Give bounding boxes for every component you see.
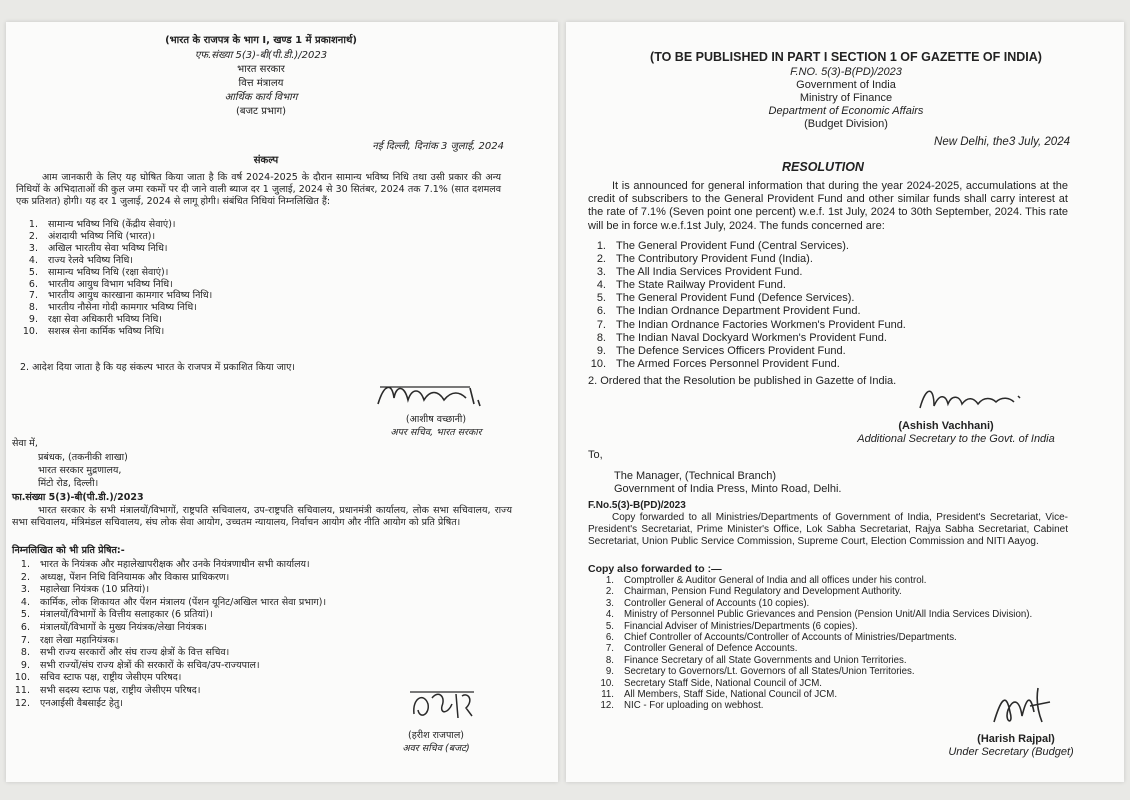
address-line-1: प्रबंधक, (तकनीकी शाखा) [38, 452, 128, 463]
list-item-text: Secretary Staff Side, National Council of JCM. [624, 677, 822, 689]
list-item-text: Secretary to Governors/Lt. Governors of all States/Union Territories. [624, 666, 915, 678]
list-item [590, 345, 906, 358]
list-item-number: 1. [605, 575, 614, 586]
list-item-text: The Indian Ordnance Factories Workmen's Provident Fund. [616, 318, 906, 331]
list-item [598, 689, 1032, 700]
list-item [20, 267, 212, 279]
list-item-number: 5. [28, 266, 38, 278]
list-item-number: 2. [605, 586, 614, 598]
list-item-text: सभी राज्य सरकारों और संघ राज्य क्षेत्रों के वित्त सचिव। [40, 647, 230, 659]
ministry-name: Ministry of Finance [799, 92, 893, 104]
list-item-number: 9. [605, 666, 614, 678]
file-number-2: फा.संख्या 5(3)-बी(पी.डी.)/2023 [12, 492, 144, 503]
list-item-number: 10. [590, 357, 606, 370]
list-item-text: All Members, Staff Side, National Council of JCM. [624, 689, 838, 701]
address-line-2: Government of India Press, Minto Road, Delhi. [614, 483, 842, 495]
list-item-number: 2. [596, 253, 606, 266]
list-item [590, 319, 906, 332]
list-item [12, 635, 326, 648]
signatory-2-name: (Harish Rajpal) [977, 733, 1055, 745]
list-item-text: भारतीय आयुध विभाग भविष्य निधि। [48, 278, 173, 290]
list-item-number: 12. [600, 700, 614, 712]
list-item-text: The Armed Forces Personnel Provident Fund. [616, 357, 840, 370]
list-item [12, 698, 326, 711]
list-item-text: The Defence Services Officers Provident Fund. [616, 344, 846, 357]
list-item-number: 2. [20, 571, 30, 583]
list-item-number: 11. [14, 684, 30, 696]
list-item-number: 8. [20, 647, 30, 659]
hindi-resolution-page [6, 22, 558, 782]
list-item [12, 685, 326, 698]
list-item [598, 666, 1032, 677]
list-item-number: 2. [28, 230, 38, 242]
list-item-text: अध्यक्ष, पेंशन निधि विनियामक और विकास प्राधिकरण। [40, 571, 230, 583]
list-item [598, 655, 1032, 666]
list-item [20, 290, 212, 302]
list-item [20, 279, 212, 291]
list-item [20, 314, 212, 326]
gazette-note: (भारत के राजपत्र के भाग I, खण्ड 1 में प्रकाशनार्थ) [165, 35, 357, 46]
gazette-note: (TO BE PUBLISHED IN PART I SECTION 1 OF GAZETTE OF INDIA) [650, 50, 1042, 64]
list-item-text: मंत्रालयों/विभागों के मुख्य नियंत्रक/लेखा नियंत्रक। [40, 621, 207, 633]
list-item-number: 6. [28, 278, 38, 290]
list-item-text: The State Railway Provident Fund. [616, 279, 786, 292]
government-name: Government of India [796, 79, 896, 91]
list-item [12, 609, 326, 622]
signatory-2-title: अवर सचिव (बजट) [402, 743, 470, 754]
address-line-3: मिंटो रोड, दिल्ली। [38, 478, 99, 489]
resolution-title: RESOLUTION [782, 160, 864, 174]
list-item-number: 1. [28, 219, 38, 230]
list-item-number: 7. [605, 643, 614, 655]
list-item-text: सामान्य भविष्य निधि (केंद्रीय सेवाएं)। [48, 219, 176, 230]
list-item-text: Comptroller & Auditor General of India and all offices under his control. [624, 575, 927, 586]
list-item-number: 3. [596, 266, 606, 279]
list-item-text: Chairman, Pension Fund Regulatory and Development Authority. [624, 586, 902, 598]
list-item [12, 572, 326, 585]
signatory-2-name: (हरीश राजपाल) [408, 730, 464, 741]
order-paragraph: 2. Ordered that the Resolution be published in Gazette of India. [588, 375, 897, 387]
list-item-text: सभी सदस्य स्टाफ पक्ष, राष्ट्रीय जेसीएम परिषद। [40, 684, 201, 696]
list-item [590, 292, 906, 305]
list-item [12, 559, 326, 572]
issue-date: New Delhi, the3 July, 2024 [934, 136, 1070, 148]
list-item-text: सशस्त्र सेना कार्मिक भविष्य निधि। [48, 326, 165, 338]
list-item-number: 4. [596, 279, 606, 292]
list-item-number: 9. [20, 659, 30, 671]
list-item-number: 5. [20, 609, 30, 621]
list-item [20, 219, 212, 231]
list-item-number: 8. [605, 654, 614, 666]
list-item-text: Finance Secretary of all State Governments and Union Territories. [624, 654, 907, 666]
list-item-text: भारतीय आयुध कारखाना कामगार भविष्य निधि। [48, 290, 213, 302]
list-item-text: The Indian Naval Dockyard Workmen's Provident Fund. [616, 331, 887, 344]
list-item-number: 1. [596, 240, 606, 252]
list-item [590, 266, 906, 279]
list-item [598, 700, 1032, 711]
address-line-1: The Manager, (Technical Branch) [614, 470, 777, 482]
list-item-number: 10. [22, 326, 38, 338]
ministry-name: वित्त मंत्रालय [238, 78, 284, 89]
list-item-text: The Contributory Provident Fund (India). [616, 253, 813, 266]
list-item [590, 253, 906, 266]
signatory-title: Additional Secretary to the Govt. of India [857, 433, 1055, 445]
division-name: (बजट प्रभाग) [235, 106, 287, 117]
list-item-text: Controller General of Defence Accounts. [624, 643, 798, 655]
list-item-number: 3. [605, 597, 614, 609]
list-item [590, 332, 906, 345]
list-item-number: 6. [20, 621, 30, 633]
list-item-number: 5. [596, 292, 606, 305]
list-item-text: भारतीय नौसेना गोदी कामगार भविष्य निधि। [48, 302, 197, 314]
signature-ashish-english [916, 382, 1026, 419]
list-item-number: 10. [600, 677, 614, 689]
government-name: भारत सरकार [237, 64, 285, 75]
list-item [590, 279, 906, 292]
signature-ashish-hindi [374, 378, 494, 416]
file-number-2: F.No.5(3)-B(PD)/2023 [588, 500, 686, 511]
list-item [12, 647, 326, 660]
funds-list [20, 219, 212, 338]
list-item-text: Ministry of Personnel Public Grievances and Pension (Pension Unit/All India Services Division). [624, 609, 1033, 621]
copy-heading: निम्नलिखित को भी प्रति प्रेषित:- [12, 545, 125, 556]
list-item-text: अंशदायी भविष्य निधि (भारत)। [48, 230, 156, 242]
signature-harish-hindi [408, 684, 478, 730]
list-item-number: 9. [596, 344, 606, 357]
list-item-number: 10. [14, 672, 30, 684]
list-item-text: Chief Controller of Accounts/Controller of Accounts of Ministries/Departments. [624, 632, 957, 644]
list-item-number: 6. [605, 632, 614, 644]
list-item-number: 7. [20, 634, 30, 646]
list-item [20, 243, 212, 255]
list-item [598, 678, 1032, 689]
list-item-number: 4. [28, 254, 38, 266]
address-line-2: भारत सरकार मुद्रणालय, [38, 465, 122, 476]
list-item [590, 358, 906, 371]
to-label: To, [588, 449, 603, 461]
list-item-text: The General Provident Fund (Central Services). [616, 240, 849, 252]
file-number: F.NO. 5(3)-B(PD)/2023 [790, 66, 902, 78]
list-item [20, 302, 212, 314]
list-item [12, 622, 326, 635]
list-item-text: रक्षा लेखा महानियंत्रक। [40, 634, 119, 646]
list-item-text: भारत के नियंत्रक और महालेखापरीक्षक और उनके नियंत्रणाधीन सभी कार्यालय। [40, 559, 310, 570]
order-paragraph: 2. आदेश दिया जाता है कि यह संकल्प भारत के राजपत्र में प्रकाशित किया जाए। [20, 362, 295, 373]
resolution-paragraph: आम जानकारी के लिए यह घोषित किया जाता है कि वर्ष 2024-2025 के दौरान सामान्य भविष्य निधि तथा उसी प्रकार की अन्य निधियों के अभिदाताओं की कुल जमा रकमों पर दी जाने वाली ब्याज दर 1 जुलाई, 2024 से 30 सितंबर, 2024 तक 7.1% (सात दशमलव एक प्रतिशत) होगी। यह दर 1 जुलाई, 2024 से लागू होगी। संबंधित निधियां निम्नलिखित हैं: [16, 172, 501, 207]
list-item [598, 598, 1032, 609]
english-resolution-page [566, 22, 1124, 782]
list-item [598, 621, 1032, 632]
list-item [20, 231, 212, 243]
list-item-number: 6. [596, 305, 606, 318]
list-item-number: 4. [605, 609, 614, 621]
list-item-text: Financial Adviser of Ministries/Departments (6 copies). [624, 620, 858, 632]
copy-heading: Copy also forwarded to :— [588, 563, 722, 575]
copy-paragraph: Copy forwarded to all Ministries/Departments of Government of India, President's Secretariat, Vice-President's Secretariat, Prime Minister's Office, Lok Sabha Secretariat, Rajya Sabha Secretariat, Cabinet Secretariat, Union Public Service Commission, Supreme Court, Election Commission and NITI Aayog. [588, 512, 1068, 547]
list-item-number: 9. [28, 314, 38, 326]
list-item-number: 3. [20, 584, 30, 596]
list-item-text: सामान्य भविष्य निधि (रक्षा सेवाएं)। [48, 266, 169, 278]
list-item [20, 326, 212, 338]
list-item-number: 7. [28, 290, 38, 302]
list-item-number: 11. [601, 689, 614, 701]
signatory-name: (Ashish Vachhani) [898, 420, 994, 432]
division-name: (Budget Division) [804, 118, 888, 130]
list-item-text: The General Provident Fund (Defence Services). [616, 292, 855, 305]
list-item [598, 609, 1032, 620]
list-item-text: मंत्रालयों/विभागों के वित्तीय सलाहकार (6 प्रतियां)। [40, 609, 213, 621]
list-item-number: 12. [14, 697, 30, 709]
list-item [12, 660, 326, 673]
list-item [598, 586, 1032, 597]
list-item [12, 672, 326, 685]
list-item-text: The Indian Ordnance Department Provident Fund. [616, 305, 861, 318]
list-item-text: Controller General of Accounts (10 copies). [624, 597, 810, 609]
signatory-title: अपर सचिव, भारत सरकार [390, 427, 482, 438]
list-item-text: एनआईसी वैबसाईट हेतु। [40, 697, 123, 709]
copy-paragraph: भारत सरकार के सभी मंत्रालयों/विभागों, राष्ट्रपति सचिवालय, उप-राष्ट्रपति सचिवालय, प्रधानमंत्री कार्यालय, लोक सभा सचिवालय, राज्य सभा सचिवालय, मंत्रिमंडल सचिवालय, संघ लोक सेवा आयोग, उच्चतम न्यायालय, निर्वाचन आयोग और नीति आयोग को प्रति प्रेषित। [12, 505, 512, 528]
resolution-paragraph: It is announced for general information that during the year 2024-2025, accumulations at the credit of subscribers to the General Provident Fund and other similar funds shall carry interest at the rate of 7.1% (Seven point one percent) w.e.f. 1st July, 2024 to 30th September, 2024. This rate will be in force w.e.f.1st July, 2024. The funds concerned are: [588, 180, 1068, 232]
list-item [598, 575, 1032, 586]
list-item [598, 632, 1032, 643]
list-item-text: रक्षा सेवा अधिकारी भविष्य निधि। [48, 314, 163, 326]
to-label: सेवा में, [12, 438, 38, 449]
list-item [590, 240, 906, 253]
signatory-2-title: Under Secretary (Budget) [948, 746, 1074, 758]
list-item-number: 1. [20, 559, 30, 570]
list-item-number: 4. [20, 596, 30, 608]
list-item-number: 8. [596, 331, 606, 344]
list-item [598, 643, 1032, 654]
list-item-text: सचिव स्टाफ पक्ष, राष्ट्रीय जेसीएम परिषद। [40, 672, 182, 684]
department-name: आर्थिक कार्य विभाग [224, 92, 298, 103]
list-item-text: राज्य रेलवे भविष्य निधि। [48, 254, 133, 266]
list-item [20, 255, 212, 267]
list-item [12, 597, 326, 610]
file-number: एफ.संख्या 5(3)-बी(पी.डी.)/2023 [194, 50, 328, 61]
list-item-text: सभी राज्यों/संघ राज्य क्षेत्रों की सरकारों के सचिव/उप-राज्यपाल। [40, 659, 260, 671]
issue-date: नई दिल्ली, दिनांक 3 जुलाई, 2024 [372, 141, 504, 152]
list-item-text: NIC - For uploading on webhost. [624, 700, 764, 712]
signatory-name: (आशीष वच्छानी) [405, 414, 467, 425]
copies-list [598, 575, 1032, 712]
list-item-number: 5. [605, 620, 614, 632]
list-item-text: अखिल भारतीय सेवा भविष्य निधि। [48, 242, 168, 254]
list-item-number: 7. [596, 318, 606, 331]
list-item-text: महालेखा नियंत्रक (10 प्रतियां)। [40, 584, 150, 596]
list-item-number: 3. [28, 242, 38, 254]
signature-harish-english [990, 682, 1054, 737]
list-item [590, 305, 906, 318]
list-item [12, 584, 326, 597]
funds-list [590, 240, 906, 371]
list-item-text: The All India Services Provident Fund. [616, 266, 803, 279]
copies-list [12, 559, 326, 710]
list-item-number: 8. [28, 302, 38, 314]
list-item-text: कार्मिक, लोक शिकायत और पेंशन मंत्रालय (पेंशन यूनिट/अखिल भारत सेवा प्रभाग)। [40, 596, 327, 608]
department-name: Department of Economic Affairs [768, 105, 924, 117]
resolution-title: संकल्प [253, 155, 279, 166]
